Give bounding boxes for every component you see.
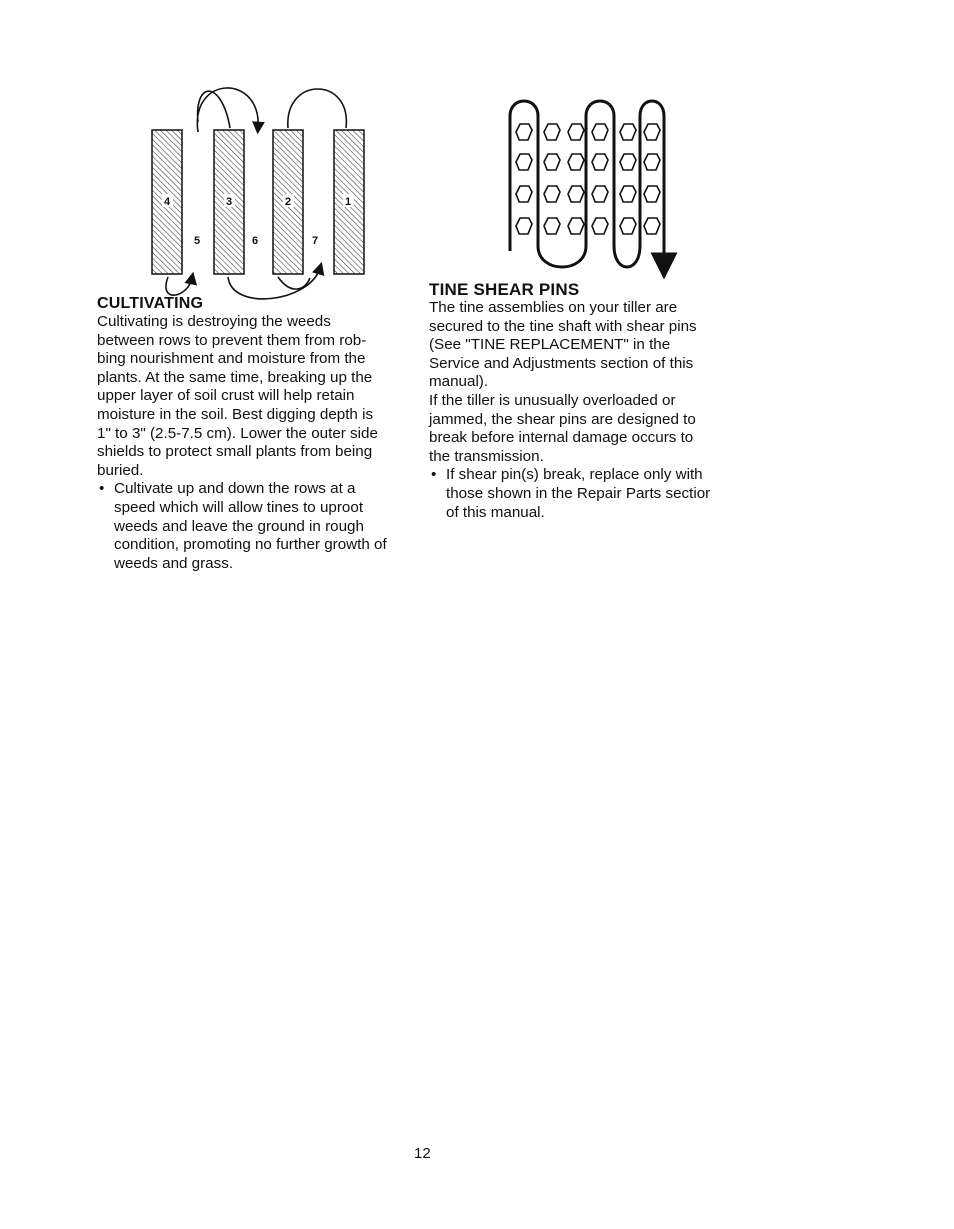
text-line: buried. bbox=[97, 461, 144, 479]
tine-icon bbox=[568, 124, 584, 140]
tine-shear-pins-bullets bbox=[429, 466, 747, 522]
text-line: • If shear pin(s) break, replace only with bbox=[446, 466, 703, 484]
text-line: secured to the tine shaft with shear pins bbox=[429, 317, 697, 335]
text-line: manual). bbox=[429, 373, 489, 391]
tine-icon bbox=[644, 186, 660, 202]
tilling-path bbox=[166, 88, 346, 299]
tine-shear-pins-body bbox=[429, 299, 747, 466]
text-line: (See "TINE REPLACEMENT" in the bbox=[429, 336, 671, 354]
text-line: moisture in the soil. Best digging depth is bbox=[97, 405, 374, 423]
cultivating-rows-diagram bbox=[140, 82, 380, 307]
text-line: plants. At the same time, breaking up the bbox=[97, 368, 373, 386]
text-line: shields to protect small plants from being bbox=[97, 443, 373, 461]
row-label-2: 2 bbox=[285, 196, 292, 208]
path-label-6: 6 bbox=[252, 235, 259, 247]
tine-shear-pins-heading: TINE SHEAR PINS bbox=[429, 280, 580, 299]
tine-serpentine-path bbox=[510, 101, 664, 267]
cultivating-bullets bbox=[97, 480, 417, 573]
page-number: 12 bbox=[414, 1145, 431, 1162]
tine-icon bbox=[620, 186, 636, 202]
tine-icon bbox=[592, 218, 608, 234]
tine-icon bbox=[516, 218, 532, 234]
text-line: weeds and grass. bbox=[114, 554, 234, 572]
tine-icon bbox=[592, 124, 608, 140]
tine-icon bbox=[544, 186, 560, 202]
text-line: 1" to 3" (2.5-7.5 cm). Lower the outer side bbox=[97, 424, 378, 442]
tine-shear-pins-bullet-item bbox=[429, 466, 747, 522]
tine-icon bbox=[620, 124, 636, 140]
text-line: break before internal damage occurs to bbox=[429, 429, 694, 447]
tine-icon bbox=[516, 186, 532, 202]
row-labels bbox=[162, 194, 354, 208]
crop-rows bbox=[152, 130, 364, 274]
text-line: Cultivating is destroying the weeds bbox=[97, 313, 331, 330]
text-line: those shown in the Repair Parts sectior bbox=[446, 484, 711, 502]
tine-icon bbox=[544, 218, 560, 234]
row-label-3: 3 bbox=[226, 196, 233, 208]
tine-icon bbox=[592, 154, 608, 170]
tine-icon bbox=[568, 186, 584, 202]
text-line: If the tiller is unusually overloaded or bbox=[429, 391, 676, 409]
cultivating-heading: CULTIVATING bbox=[97, 295, 204, 312]
tine-icon bbox=[620, 154, 636, 170]
text-line: • Cultivate up and down the rows at a bbox=[114, 480, 356, 498]
text-line: speed which will allow tines to uproot bbox=[114, 498, 364, 516]
tine-icon bbox=[568, 154, 584, 170]
tine-icon bbox=[544, 154, 560, 170]
tine-icon bbox=[644, 124, 660, 140]
text-line: The tine assemblies on your tiller are bbox=[429, 299, 678, 316]
tine-icon bbox=[592, 186, 608, 202]
text-line: Service and Adjustments section of this bbox=[429, 354, 694, 372]
text-line: jammed, the shear pins are designed to bbox=[429, 410, 696, 428]
tine-icon bbox=[544, 124, 560, 140]
text-line: weeds and leave the ground in rough bbox=[114, 517, 364, 535]
text-line: between rows to prevent them from rob- bbox=[97, 331, 367, 349]
tine-pattern-diagram bbox=[500, 96, 680, 276]
tine-icon bbox=[644, 218, 660, 234]
tine-icon bbox=[620, 218, 636, 234]
tine-icon bbox=[568, 218, 584, 234]
path-label-5: 5 bbox=[194, 235, 201, 247]
tine-icon bbox=[516, 124, 532, 140]
text-line: bing nourishment and moisture from the bbox=[97, 350, 366, 368]
cultivating-bullet-item bbox=[97, 480, 417, 573]
text-line: upper layer of soil crust will help retain bbox=[97, 387, 355, 405]
path-label-7: 7 bbox=[312, 235, 319, 247]
text-line: condition, promoting no further growth of bbox=[114, 536, 387, 554]
text-line: of this manual. bbox=[446, 503, 545, 521]
tine-icon bbox=[644, 154, 660, 170]
cultivating-section bbox=[97, 294, 417, 573]
tine-shear-pins-section bbox=[429, 280, 747, 522]
row-label-4: 4 bbox=[164, 196, 171, 208]
text-line: the transmission. bbox=[429, 447, 544, 465]
tine-icon bbox=[516, 154, 532, 170]
row-label-1: 1 bbox=[345, 196, 352, 208]
cultivating-body bbox=[97, 313, 417, 480]
